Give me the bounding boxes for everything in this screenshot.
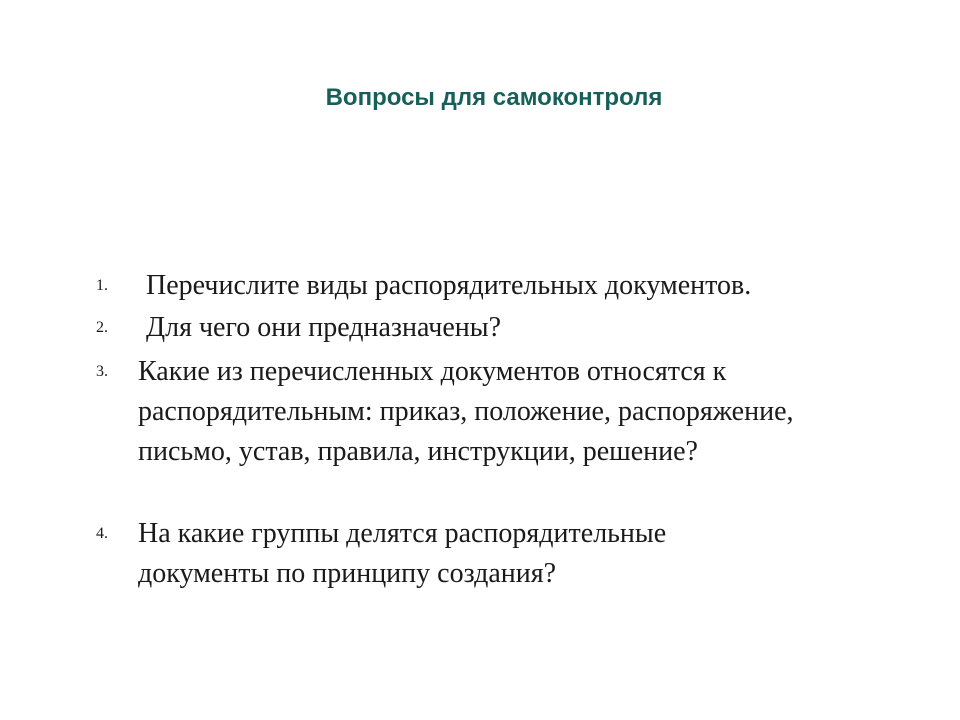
slide-title: Вопросы для самоконтроля (325, 84, 663, 111)
question-number: 2. (96, 319, 108, 336)
question-text: Для чего они предназначены? (146, 312, 502, 343)
question-text: Какие из перечисленных документов относятся к распорядительным: приказ, положение, распоряжение, письмо, устав, правила, инструкции, решение? (138, 356, 794, 467)
question-text: На какие группы делятся распорядительные документы по принципу создания? (138, 518, 667, 589)
question-text: Перечислите виды распорядительных документов. (146, 270, 752, 301)
question-number: 4. (96, 525, 108, 542)
question-number: 3. (96, 363, 108, 380)
question-number: 1. (96, 277, 108, 294)
